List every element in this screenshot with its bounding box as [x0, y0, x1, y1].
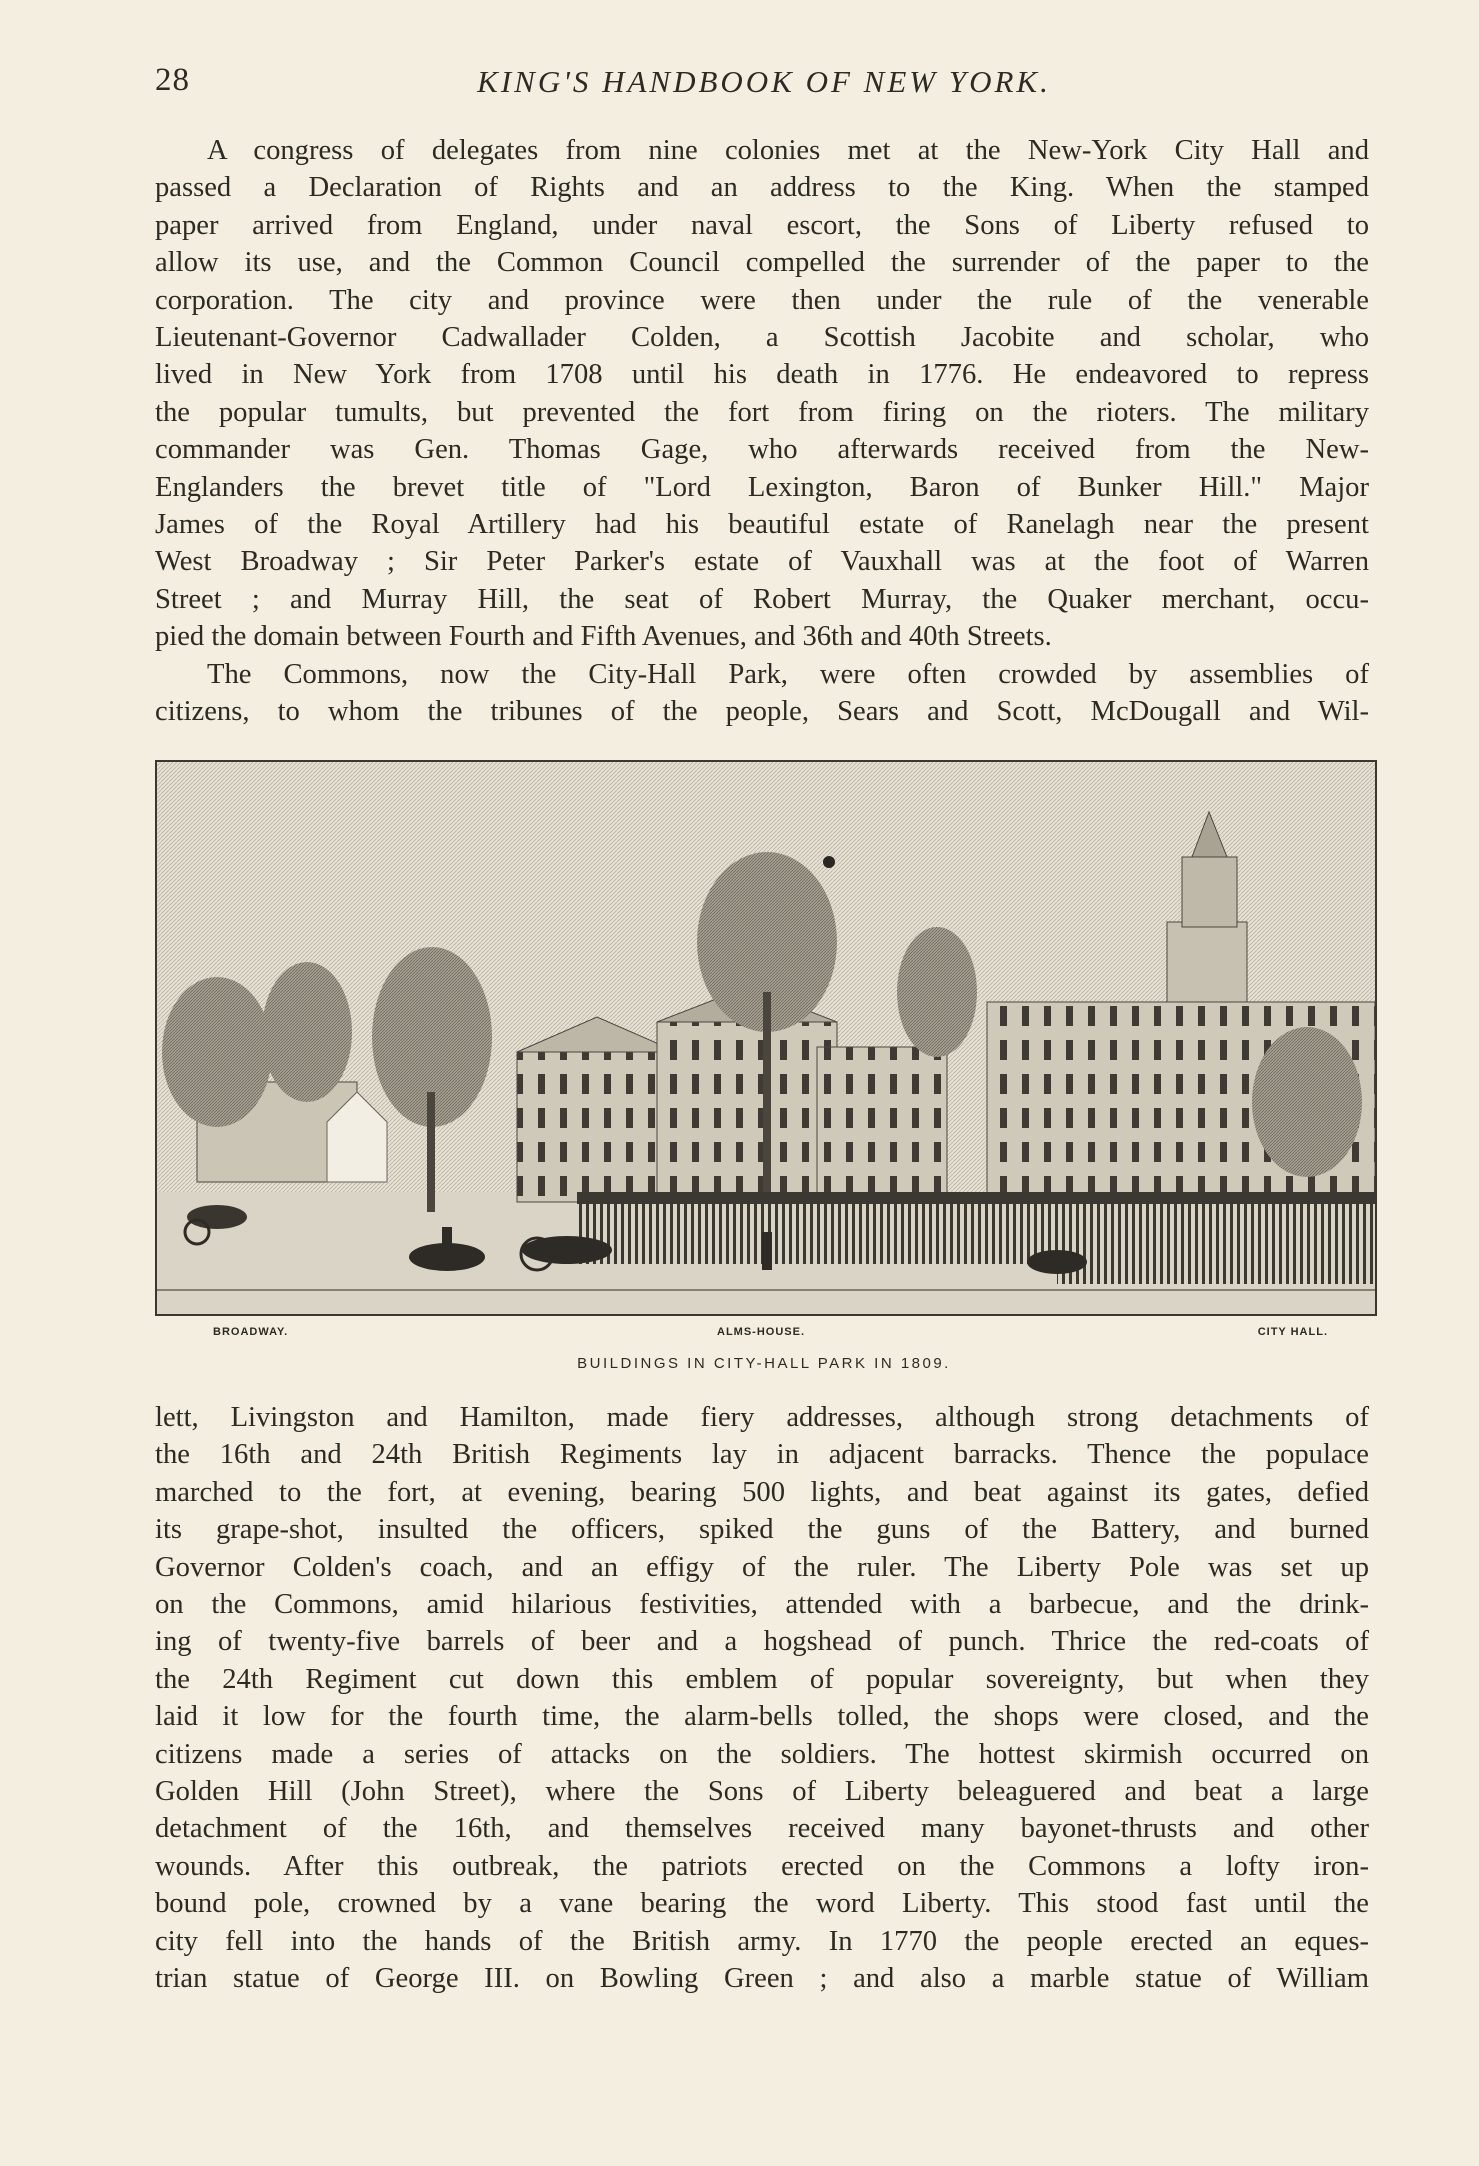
text-line: passed a Declaration of Rights and an address to the King. When the stamped — [155, 172, 1369, 204]
text-line: paper arrived from England, under naval escort, the Sons of Liberty refused to — [155, 209, 1369, 241]
text-line: commander was Gen. Thomas Gage, who afterwards received from the New- — [155, 434, 1369, 466]
text-line: ing of twenty-five barrels of beer and a hogshead of punch. Thrice the red-coats of — [155, 1626, 1369, 1658]
text-line: the 24th Regiment cut down this emblem of popular sovereignty, but when they — [155, 1663, 1369, 1695]
label-broadway: BROADWAY. — [213, 1326, 289, 1338]
page-header — [155, 62, 1373, 112]
text-line: the popular tumults, but prevented the fort from firing on the rioters. The military — [155, 396, 1369, 428]
label-alms-house: ALMS-HOUSE. — [717, 1326, 805, 1338]
text-line: pied the domain between Fourth and Fifth Avenues, and 36th and 40th Streets. — [155, 621, 1052, 653]
text-line: Lieutenant-Governor Cadwallader Colden, a Scottish Jacobite and scholar, who — [155, 322, 1369, 354]
text-line: laid it low for the fourth time, the alarm-bells tolled, the shops were closed, and the — [155, 1701, 1369, 1733]
body-text-bottom — [155, 1399, 1369, 1998]
running-head: KING'S HANDBOOK OF NEW YORK. — [477, 64, 1051, 99]
text-line: lett, Livingston and Hamilton, made fiery addresses, although strong detachments of — [155, 1402, 1369, 1433]
figure-labels — [155, 1326, 1373, 1346]
engraving-city-hall-park — [155, 760, 1377, 1316]
text-line: the 16th and 24th British Regiments lay in adjacent barracks. Thence the populace — [155, 1439, 1369, 1471]
text-line: West Broadway ; Sir Peter Parker's estate of Vauxhall was at the foot of Warren — [155, 546, 1369, 578]
label-city-hall: CITY HALL. — [1257, 1326, 1328, 1338]
text-line: citizens, to whom the tribunes of the people, Sears and Scott, McDougall and Wil- — [155, 696, 1369, 728]
text-line: James of the Royal Artillery had his beautiful estate of Ranelagh near the present — [155, 509, 1369, 541]
text-line: trian statue of George III. on Bowling Green ; and also a marble statue of William — [155, 1963, 1369, 1995]
text-line: bound pole, crowned by a vane bearing the word Liberty. This stood fast until the — [155, 1888, 1369, 1920]
text-line: its grape-shot, insulted the officers, spiked the guns of the Battery, and burned — [155, 1514, 1369, 1546]
text-line: citizens made a series of attacks on the soldiers. The hottest skirmish occurred on — [155, 1738, 1369, 1770]
text-line: marched to the fort, at evening, bearing 500 lights, and beat against its gates, defied — [155, 1476, 1369, 1508]
figure-caption: BUILDINGS IN CITY-HALL PARK IN 1809. — [577, 1355, 951, 1372]
text-line: lived in New York from 1708 until his death in 1776. He endeavored to repress — [155, 359, 1369, 391]
text-line: allow its use, and the Common Council compelled the surrender of the paper to the — [155, 247, 1369, 279]
text-line: detachment of the 16th, and themselves received many bayonet-thrusts and other — [155, 1813, 1369, 1845]
text-line: Street ; and Murray Hill, the seat of Robert Murray, the Quaker merchant, occu- — [155, 583, 1369, 615]
text-line: wounds. After this outbreak, the patriots erected on the Commons a lofty iron- — [155, 1850, 1369, 1882]
text-line: Governor Colden's coach, and an effigy of the ruler. The Liberty Pole was set up — [155, 1551, 1369, 1583]
body-text-top — [155, 132, 1369, 731]
text-line: The Commons, now the City-Hall Park, were often crowded by assemblies of — [207, 658, 1369, 690]
text-line: Golden Hill (John Street), where the Sons of Liberty beleaguered and beat a large — [155, 1776, 1369, 1808]
text-line: corporation. The city and province were then under the rule of the venerable — [155, 284, 1369, 316]
text-line: Englanders the brevet title of "Lord Lexington, Baron of Bunker Hill." Major — [155, 471, 1369, 503]
text-line: A congress of delegates from nine colonies met at the New-York City Hall and — [207, 135, 1369, 166]
text-line: city fell into the hands of the British army. In 1770 the people erected an eques- — [155, 1925, 1369, 1957]
text-line: on the Commons, amid hilarious festivities, attended with a barbecue, and the drink- — [155, 1589, 1369, 1621]
page-number: 28 — [155, 62, 190, 98]
